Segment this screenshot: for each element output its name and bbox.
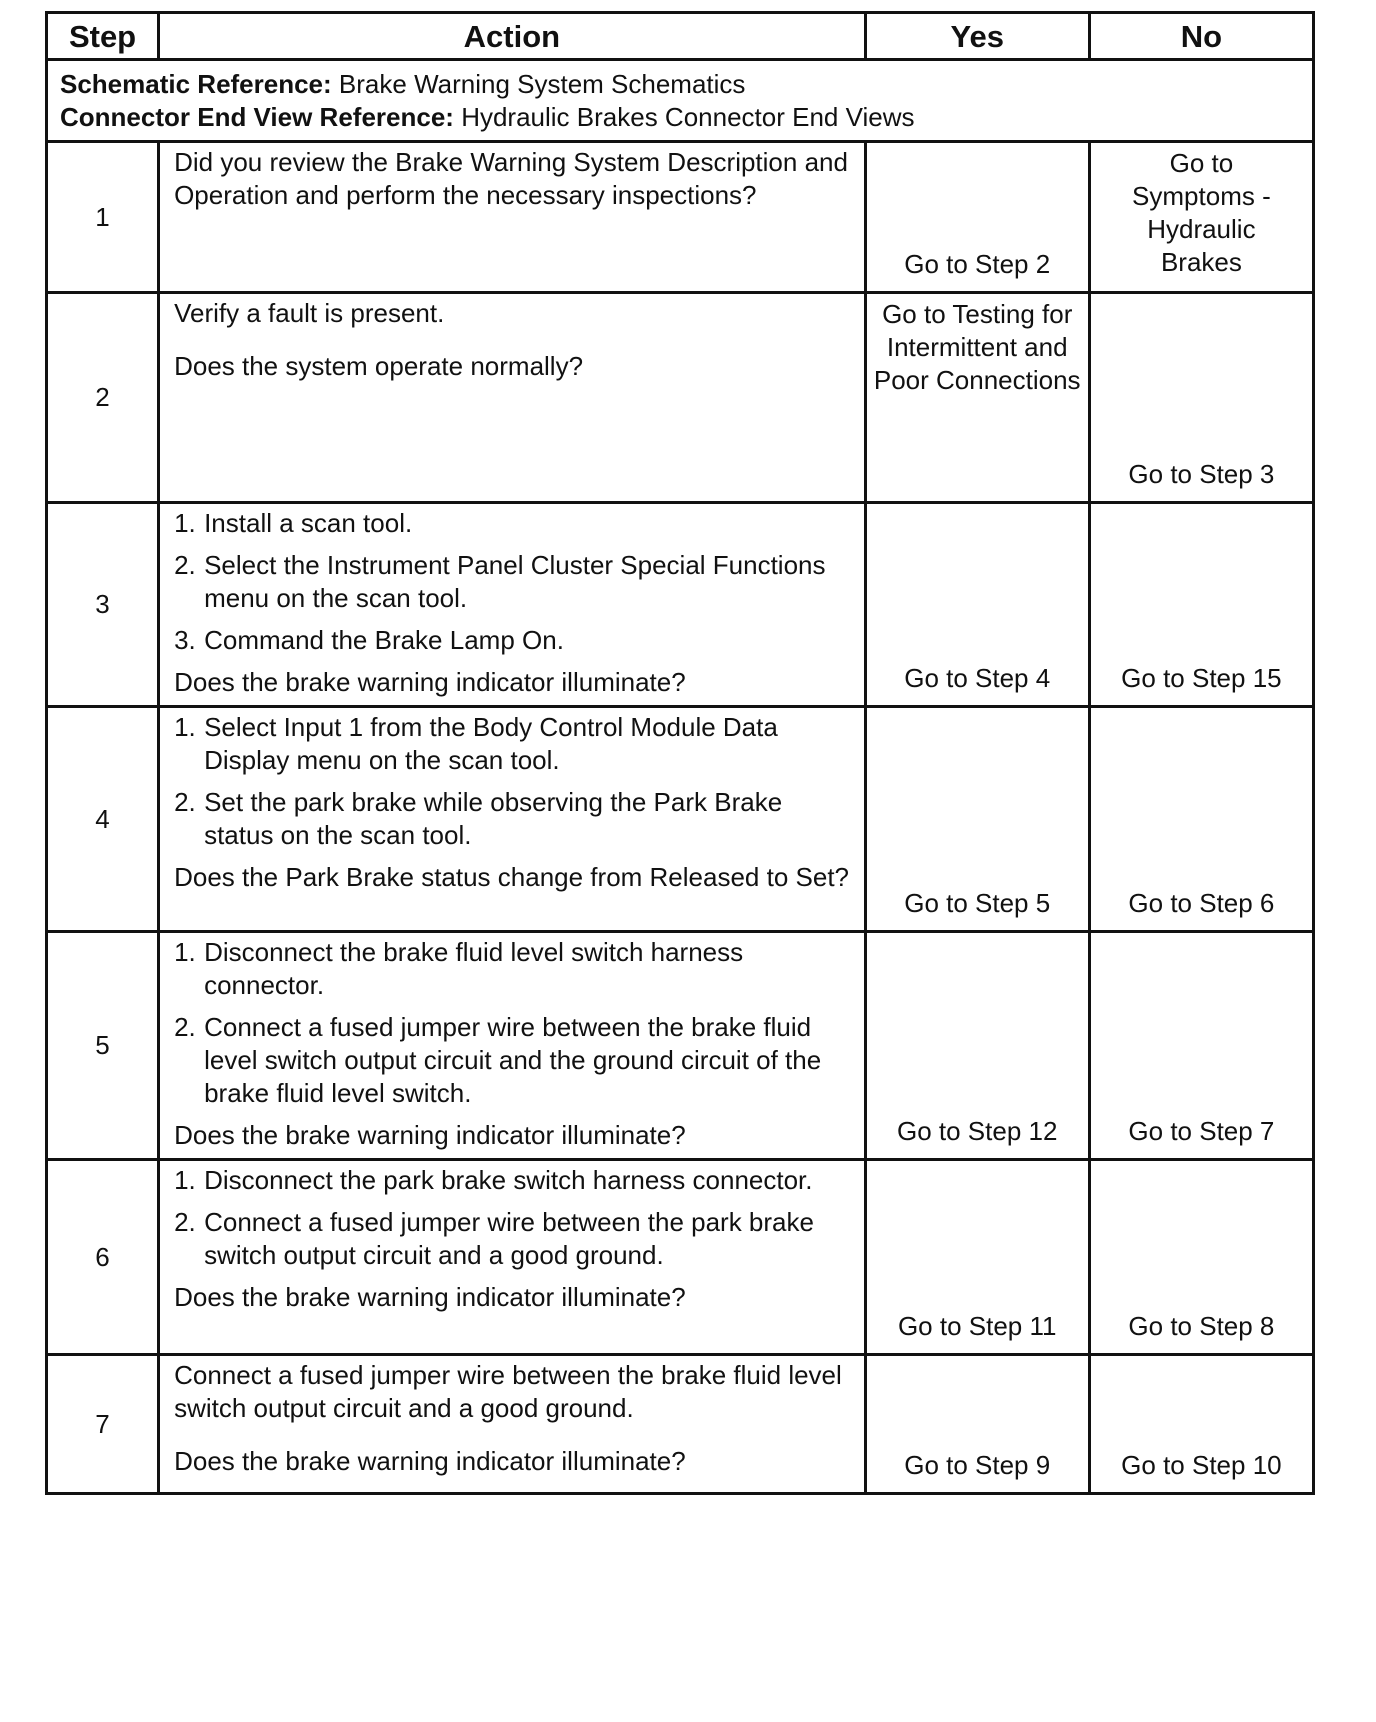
action-question: Does the brake warning indicator illuminate? — [174, 1446, 686, 1476]
table-row — [47, 1160, 1314, 1355]
list-item-text: Install a scan tool. — [204, 508, 413, 538]
list-item — [174, 624, 852, 657]
list-item-number: 1. — [174, 508, 196, 538]
list-item — [174, 507, 852, 540]
step-number: 7 — [47, 1355, 159, 1494]
list-item-text: Select Input 1 from the Body Control Module Data Display menu on the scan tool. — [204, 712, 778, 775]
connector-reference-label: Connector End View Reference: — [60, 101, 454, 132]
list-item-number: 2. — [174, 787, 196, 817]
yes-result: Go to Step 11 — [865, 1160, 1089, 1355]
yes-result: Go to Step 4 — [865, 503, 1089, 707]
list-item-number: 2. — [174, 550, 196, 580]
table-row — [47, 142, 1314, 293]
no-result: Go to Symptoms - Hydraulic Brakes — [1089, 142, 1313, 293]
list-item-number: 1. — [174, 712, 196, 742]
header-row — [47, 13, 1314, 60]
schematic-reference-label: Schematic Reference: — [60, 68, 332, 99]
action-question: Does the system operate normally? — [174, 351, 584, 381]
action-cell — [159, 293, 866, 503]
header-no: No — [1089, 13, 1313, 60]
list-item-text: Disconnect the brake fluid level switch harness connector. — [204, 937, 744, 1000]
list-item-text: Select the Instrument Panel Cluster Special Functions menu on the scan tool. — [204, 550, 826, 613]
table-row — [47, 1355, 1314, 1494]
list-item — [174, 711, 852, 777]
action-cell — [159, 707, 866, 932]
connector-reference — [60, 101, 1300, 134]
step-number: 1 — [47, 142, 159, 293]
yes-result: Go to Testing for Intermittent and Poor Connections — [865, 293, 1089, 503]
action-lead: Connect a fused jumper wire between the brake fluid level switch output circuit and a good ground. — [174, 1360, 842, 1423]
list-item-text: Connect a fused jumper wire between the brake fluid level switch output circuit and the ground circuit of the brake fluid level switch. — [204, 1012, 822, 1108]
action-question: Does the brake warning indicator illuminate? — [174, 667, 686, 697]
connector-reference-value: Hydraulic Brakes Connector End Views — [461, 101, 915, 132]
list-item-text: Connect a fused jumper wire between the park brake switch output circuit and a good ground. — [204, 1207, 814, 1270]
action-cell — [159, 1160, 866, 1355]
reference-row — [47, 60, 1314, 142]
list-item — [174, 1011, 852, 1110]
header-step: Step — [47, 13, 159, 60]
list-item-text: Command the Brake Lamp On. — [204, 625, 564, 655]
table-row — [47, 293, 1314, 503]
yes-result: Go to Step 9 — [865, 1355, 1089, 1494]
table-row — [47, 707, 1314, 932]
list-item-number: 1. — [174, 1165, 196, 1195]
yes-result: Go to Step 2 — [865, 142, 1089, 293]
action-lead: Verify a fault is present. — [174, 298, 445, 328]
list-item-text: Set the park brake while observing the Park Brake status on the scan tool. — [204, 787, 783, 850]
table-row — [47, 503, 1314, 707]
no-result: Go to Step 6 — [1089, 707, 1313, 932]
action-cell — [159, 503, 866, 707]
step-number: 4 — [47, 707, 159, 932]
no-result: Go to Step 8 — [1089, 1160, 1313, 1355]
no-result: Go to Step 7 — [1089, 932, 1313, 1160]
list-item-text: Disconnect the park brake switch harness connector. — [204, 1165, 813, 1195]
step-number: 2 — [47, 293, 159, 503]
list-item — [174, 936, 852, 1002]
schematic-reference-value: Brake Warning System Schematics — [338, 68, 746, 99]
action-cell — [159, 142, 866, 293]
header-action: Action — [159, 13, 866, 60]
table-row — [47, 932, 1314, 1160]
list-item — [174, 1164, 852, 1197]
no-result: Go to Step 3 — [1089, 293, 1313, 503]
action-question: Does the brake warning indicator illuminate? — [174, 1120, 686, 1150]
list-item-number: 1. — [174, 937, 196, 967]
list-item — [174, 786, 852, 852]
action-cell — [159, 1355, 866, 1494]
reference-cell — [47, 60, 1314, 142]
schematic-reference — [60, 68, 1300, 101]
no-result: Go to Step 15 — [1089, 503, 1313, 707]
list-item — [174, 549, 852, 615]
yes-result: Go to Step 5 — [865, 707, 1089, 932]
list-item-number: 3. — [174, 625, 196, 655]
no-result: Go to Step 10 — [1089, 1355, 1313, 1494]
diagnostic-table — [45, 11, 1315, 1495]
list-item-number: 2. — [174, 1207, 196, 1237]
action-cell — [159, 932, 866, 1160]
list-item — [174, 1206, 852, 1272]
action-question: Does the Park Brake status change from Released to Set? — [174, 862, 849, 892]
yes-result: Go to Step 12 — [865, 932, 1089, 1160]
step-number: 3 — [47, 503, 159, 707]
list-item-number: 2. — [174, 1012, 196, 1042]
action-question: Did you review the Brake Warning System Description and Operation and perform the necessary inspections? — [174, 147, 848, 210]
step-number: 6 — [47, 1160, 159, 1355]
header-yes: Yes — [865, 13, 1089, 60]
step-number: 5 — [47, 932, 159, 1160]
action-question: Does the brake warning indicator illuminate? — [174, 1282, 686, 1312]
